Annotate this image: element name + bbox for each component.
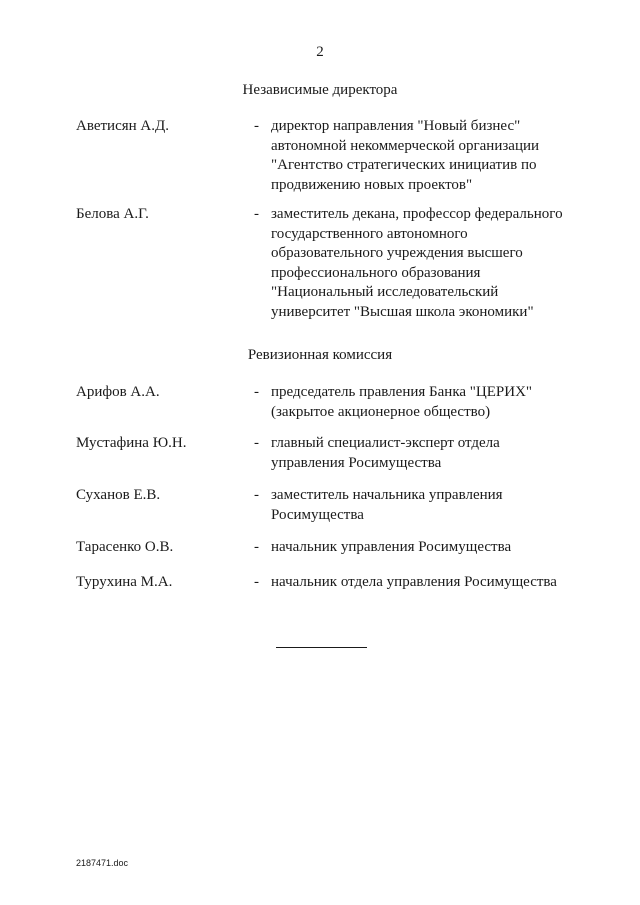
member-dash: -	[254, 206, 259, 222]
member-name: Арифов А.А.	[76, 384, 160, 400]
page-number: 2	[316, 44, 324, 60]
section-heading-independent-directors: Независимые директора	[242, 82, 398, 98]
member-dash: -	[254, 118, 259, 134]
footer-filename: 2187471.doc	[76, 858, 129, 868]
member-name: Аветисян А.Д.	[76, 118, 169, 134]
member-dash: -	[254, 539, 259, 555]
member-dash: -	[254, 384, 259, 400]
member-description: начальник отдела управления Росимущества	[271, 574, 557, 590]
member-dash: -	[254, 435, 259, 451]
member-description: заместитель начальника управления Росимущества	[271, 487, 503, 523]
member-description: председатель правления Банка "ЦЕРИХ" (закрытое акционерное общество)	[271, 384, 533, 420]
member-description: начальник управления Росимущества	[271, 539, 512, 555]
closing-rule	[276, 647, 367, 648]
member-dash: -	[254, 574, 259, 590]
section-heading-audit-commission: Ревизионная комиссия	[247, 347, 393, 363]
member-name: Белова А.Г.	[76, 206, 149, 222]
member-name: Мустафина Ю.Н.	[76, 435, 187, 451]
member-description: директор направления "Новый бизнес" автономной некоммерческой организации "Агентство стратегических инициатив по продвижению новых проектов"	[271, 118, 540, 193]
member-name: Суханов Е.В.	[76, 487, 161, 503]
member-description: главный специалист-эксперт отдела управления Росимущества	[271, 435, 500, 471]
member-name: Турухина М.А.	[76, 574, 173, 590]
member-name: Тарасенко О.В.	[76, 539, 174, 555]
member-description: заместитель декана, профессор федерального государственного автономного образовательного учреждения высшего профессионального образования "Национальный исследовательский университет "Высшая школа экономики"	[271, 206, 563, 320]
member-dash: -	[254, 487, 259, 503]
